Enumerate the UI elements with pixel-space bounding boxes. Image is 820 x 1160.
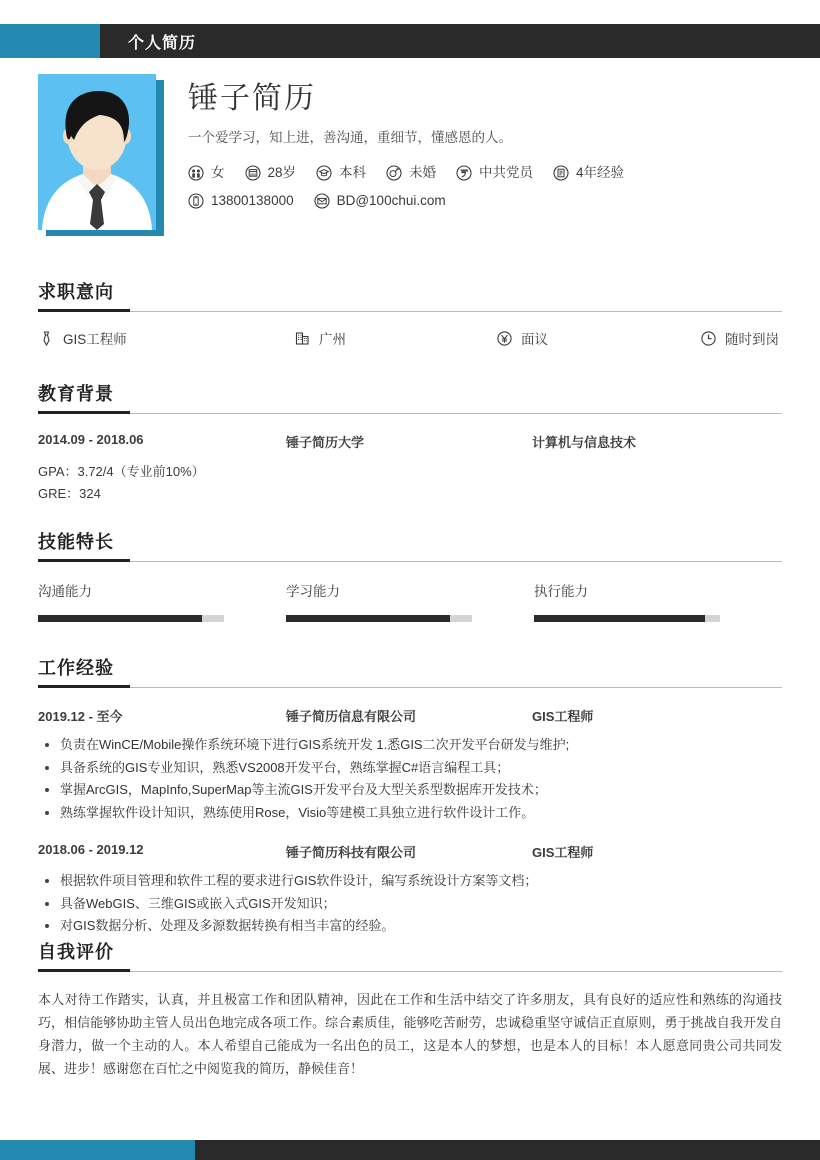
- section-header: [38, 530, 782, 562]
- skill-label: 沟通能力: [38, 584, 92, 599]
- meta-value: 本科: [339, 165, 367, 180]
- section-rule: [38, 311, 782, 312]
- meta-item-political: [456, 164, 533, 182]
- necktie-icon: [38, 330, 55, 347]
- skill-label: 执行能力: [534, 584, 588, 599]
- section-header: [38, 382, 782, 414]
- header-bar: [0, 24, 820, 58]
- meta-item-education: [316, 164, 366, 182]
- gender-icon: [188, 165, 204, 181]
- job-bullet: 根据软件项目管理和软件工程的要求进行GIS软件设计，编写系统设计方案等文档；: [38, 870, 782, 893]
- education-entry-head: [38, 432, 782, 451]
- meta-item-experience: [553, 164, 624, 182]
- job-company: 锤子简历科技有限公司: [286, 845, 417, 860]
- skill-item: [38, 580, 286, 622]
- meta-item-email: [314, 192, 446, 210]
- section-title: 求职意向: [38, 282, 114, 302]
- section-rule-strong: [38, 309, 130, 312]
- phone-icon: [188, 193, 204, 209]
- intent-item-salary: [496, 328, 700, 348]
- skill-fill: [534, 615, 705, 622]
- skill-item: [534, 580, 782, 622]
- section-rule: [38, 413, 782, 414]
- footer-dark-block: [195, 1140, 820, 1160]
- meta-item-gender: [188, 164, 225, 182]
- section-rule-strong: [38, 559, 130, 562]
- header-accent-block: [0, 24, 100, 58]
- meta-value: 中共党员: [479, 165, 534, 180]
- meta-item-phone: [188, 192, 294, 210]
- meta-value: 未婚: [409, 165, 437, 180]
- meta-primary-row: [188, 164, 788, 182]
- job-bullet: 掌握ArcGIS，MapInfo,SuperMap等主流GIS开发平台及大型关系型数据库开发技术；: [38, 779, 782, 802]
- meta-item-age: [245, 164, 297, 182]
- job-entry-head: [38, 706, 782, 725]
- section-rule-strong: [38, 685, 130, 688]
- avatar-photo: [38, 74, 156, 230]
- education-detail-line: GPA：3.72/4（专业前10%）: [38, 464, 205, 479]
- experience-doc-icon: [553, 165, 569, 181]
- footer-bar: [0, 1140, 820, 1160]
- intent-value: 随时到岗: [725, 332, 779, 347]
- section-rule-strong: [38, 411, 130, 414]
- education-major: 计算机与信息技术: [532, 435, 637, 450]
- email-icon: [314, 193, 330, 209]
- meta-contact-row: [188, 192, 788, 210]
- section-rule: [38, 971, 782, 972]
- section-rule: [38, 687, 782, 688]
- job-intent-row: [38, 328, 782, 348]
- section-header: [38, 656, 782, 688]
- job-period: 2018.06 - 2019.12: [38, 842, 144, 857]
- clock-icon: [700, 330, 717, 347]
- intent-item-position: [38, 328, 294, 348]
- section-rule-strong: [38, 969, 130, 972]
- skills-row: [38, 580, 782, 622]
- job-entry: [38, 842, 782, 938]
- meta-value: BD@100chui.com: [336, 193, 446, 208]
- party-member-icon: [456, 165, 472, 181]
- calendar-icon: [245, 165, 261, 181]
- yen-icon: [496, 330, 513, 347]
- section-title: 工作经验: [38, 658, 114, 678]
- profile-block: [38, 74, 782, 244]
- meta-value: 4年经验: [576, 165, 625, 180]
- job-bullets: [38, 870, 782, 938]
- section-header: [38, 280, 782, 312]
- header-dark-block: [100, 24, 820, 58]
- section-header: [38, 940, 782, 972]
- education-detail-line: GRE：324: [38, 486, 101, 501]
- section-title: 技能特长: [38, 532, 114, 552]
- marital-status-icon: [386, 165, 402, 181]
- section-rule: [38, 561, 782, 562]
- section-education: [38, 382, 782, 505]
- skill-track: [534, 615, 720, 622]
- education-school: 锤子简历大学: [286, 435, 365, 450]
- section-job-intent: [38, 280, 782, 348]
- building-icon: [294, 330, 311, 347]
- meta-value: 28岁: [267, 165, 297, 180]
- candidate-name: 锤子简历: [188, 82, 316, 115]
- job-role: GIS工程师: [532, 845, 594, 860]
- skill-label: 学习能力: [286, 584, 340, 599]
- footer-accent-block: [0, 1140, 195, 1160]
- avatar: [38, 74, 164, 236]
- section-skills: [38, 530, 782, 622]
- job-role: GIS工程师: [532, 709, 594, 724]
- intent-item-availability: [700, 328, 779, 348]
- meta-item-marital: [386, 164, 436, 182]
- education-details: [38, 461, 782, 505]
- profile-info: [188, 80, 788, 210]
- intent-value: GIS工程师: [63, 332, 127, 347]
- skill-item: [286, 580, 534, 622]
- job-bullets: [38, 734, 782, 824]
- skill-track: [38, 615, 224, 622]
- avatar-illustration-icon: [38, 74, 156, 230]
- job-bullet: 具备WebGIS、三维GIS或嵌入式GIS开发知识；: [38, 893, 782, 916]
- meta-value: 13800138000: [211, 193, 294, 208]
- skill-fill: [38, 615, 202, 622]
- job-bullet: 负责在WinCE/Mobile操作系统环境下进行GIS系统开发 1.悉GIS二次开发平台研发与维护;: [38, 734, 782, 757]
- section-work-experience: [38, 656, 782, 938]
- job-entry-head: [38, 842, 782, 861]
- job-bullet: 熟练掌握软件设计知识，熟练使用Rose，Visio等建模工具独立进行软件设计工作。: [38, 802, 782, 825]
- education-cap-icon: [316, 165, 332, 181]
- job-entry: [38, 706, 782, 824]
- page-title: 个人简历: [128, 34, 197, 52]
- job-bullet: 对GIS数据分析、处理及多源数据转换有相当丰富的经验。: [38, 915, 782, 938]
- candidate-tagline: 一个爱学习，知上进，善沟通，重细节，懂感恩的人。: [188, 130, 512, 145]
- education-entry: [38, 432, 782, 505]
- self-evaluation-text: 本人对待工作踏实，认真，并且极富工作和团队精神，因此在工作和生活中结交了许多朋友，具有良好的适应性和熟练的沟通技巧，相信能够协助主管人员出色地完成各项工作。综合素质佳，能够吃苦耐劳，忠诚稳重坚守诚信正直原则，勇于挑战自我开发自身潜力，做一个主动的人。本人希望自己能成为一名出色的员工，这是本人的梦想，也是本人的目标！本人愿意同贵公司共同发展、进步！感谢您在百忙之中阅览我的简历，静候佳音！: [38, 992, 782, 1076]
- intent-item-city: [294, 328, 496, 348]
- intent-value: 面议: [521, 332, 548, 347]
- meta-value: 女: [211, 165, 225, 180]
- skill-fill: [286, 615, 450, 622]
- intent-value: 广州: [319, 332, 346, 347]
- section-title: 教育背景: [38, 384, 114, 404]
- section-self-evaluation: [38, 940, 782, 1080]
- job-bullet: 具备系统的GIS专业知识，熟悉VS2008开发平台，熟练掌握C#语言编程工具；: [38, 757, 782, 780]
- job-company: 锤子简历信息有限公司: [286, 709, 417, 724]
- job-period: 2019.12 - 至今: [38, 709, 123, 724]
- section-title: 自我评价: [38, 942, 114, 962]
- skill-track: [286, 615, 472, 622]
- education-period: 2014.09 - 2018.06: [38, 432, 144, 447]
